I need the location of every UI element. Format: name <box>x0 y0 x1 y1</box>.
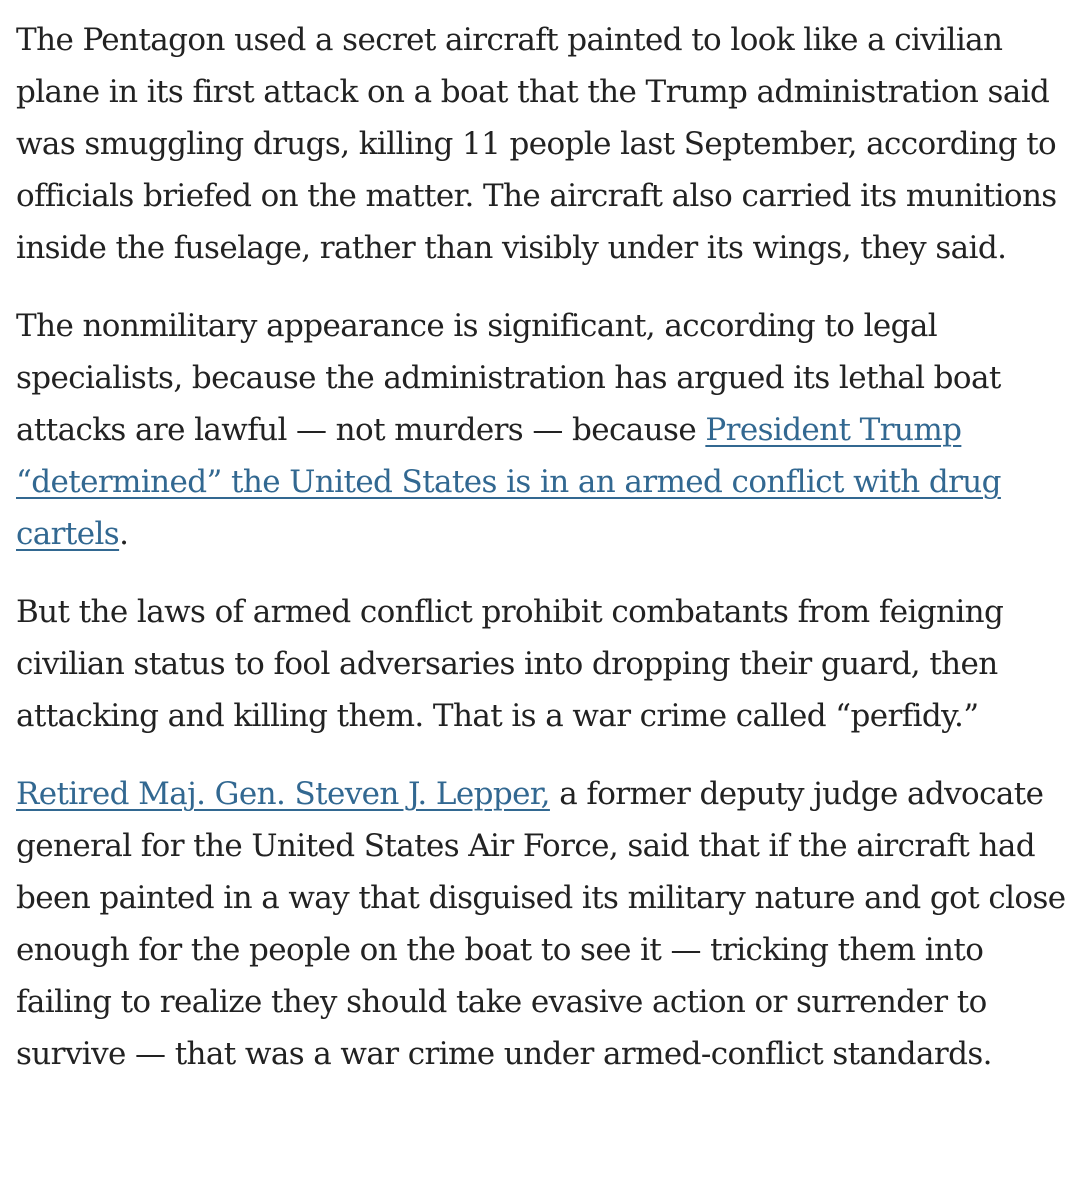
president-trump-link[interactable]: President Trump “determined” the United States is in an armed conflict with drug cartels <box>16 412 1001 552</box>
steven-lepper-link[interactable]: Retired Maj. Gen. Steven J. Lepper, <box>16 776 550 812</box>
paragraph-2 <box>16 300 1068 560</box>
paragraph-3 <box>16 586 1068 742</box>
paragraph-1 <box>16 14 1068 274</box>
paragraph-2-text-before: The nonmilitary appearance is significant, according to legal specialists, because the administration has argued its lethal boat attacks are lawful — not murders — because <box>16 308 1001 448</box>
paragraph-2-text-after: . <box>119 516 129 552</box>
paragraph-4-text-after: a former deputy judge advocate general for the United States Air Force, said that if the aircraft had been painted in a way that disguised its military nature and got close enough for the people on the boat to see it — tricking them into failing to realize they should take evasive action or surrender to survive — that was a war crime under armed-conflict standards. <box>16 776 1066 1072</box>
paragraph-1-text: The Pentagon used a secret aircraft painted to look like a civilian plane in its first attack on a boat that the Trump administration said was smuggling drugs, killing 11 people last September, according to officials briefed on the matter. The aircraft also carried its munitions inside the fuselage, rather than visibly under its wings, they said. <box>16 22 1057 266</box>
paragraph-4 <box>16 768 1068 1080</box>
paragraph-3-text: But the laws of armed conflict prohibit combatants from feigning civilian status to fool adversaries into dropping their guard, then attacking and killing them. That is a war crime called “perfidy.” <box>16 594 1004 734</box>
